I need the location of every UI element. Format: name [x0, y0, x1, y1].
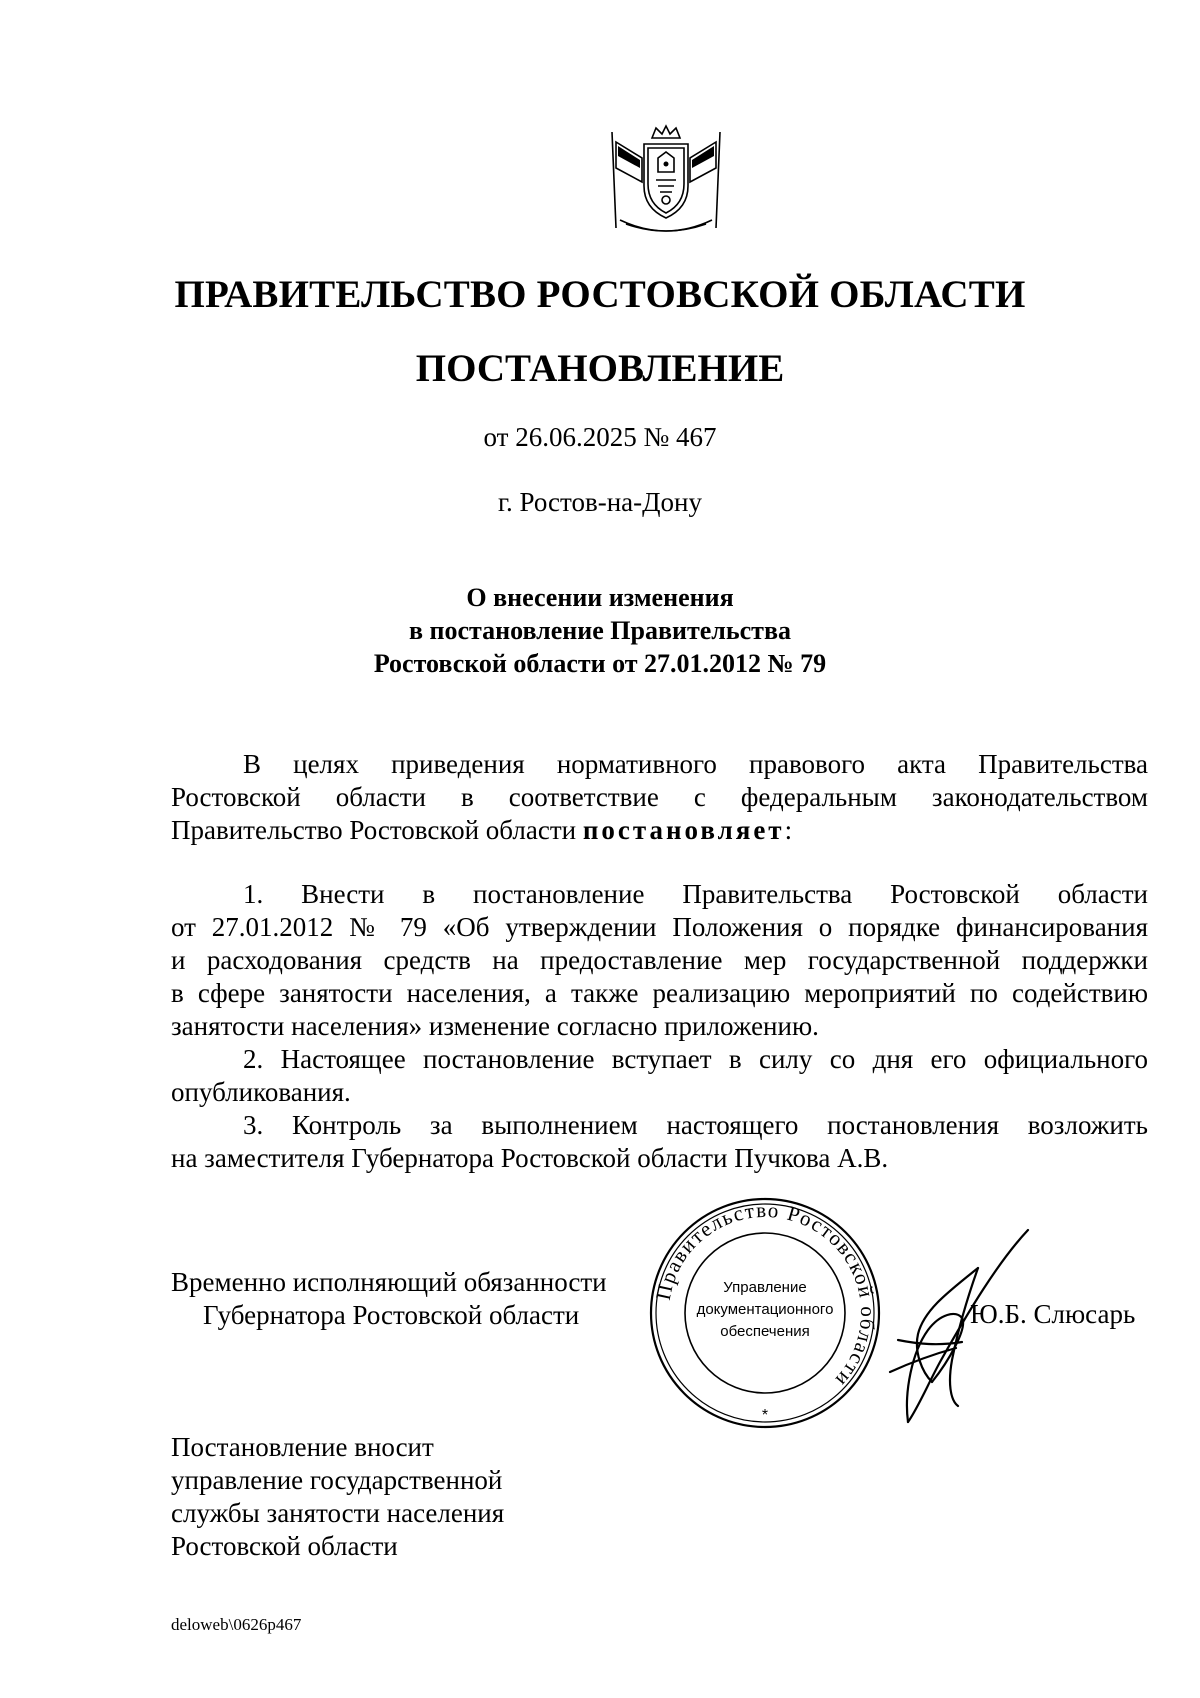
document-date-number: от 26.06.2025 № 467 [483, 422, 717, 452]
signatory-position [171, 1266, 607, 1332]
item-1-line: в сфере занятости населения, а также реализацию мероприятий по содействию [171, 978, 1148, 1008]
coat-of-arms-emblem [606, 124, 726, 240]
item-1-line: от 27.01.2012 № 79 «Об утверждении Положения о порядке финансирования [171, 912, 1148, 942]
item-3-line: на заместителя Губернатора Ростовской области Пучкова А.В. [171, 1143, 889, 1173]
item-2-line: 2. Настоящее постановление вступает в силу со дня его официального [243, 1044, 1148, 1074]
official-stamp [648, 1196, 882, 1430]
signatory-position-line: Временно исполняющий обязанности [171, 1267, 607, 1297]
decree-keyword: постановляет [582, 815, 785, 845]
document-subject [0, 581, 1200, 680]
stamp-outer-text: Правительство Ростовской области [650, 1197, 881, 1393]
submitting-body-note [171, 1431, 504, 1563]
registration-code: deloweb\0626p467 [171, 1615, 302, 1634]
signatory-position-line: Губернатора Ростовской области [203, 1300, 580, 1330]
document-type: ПОСТАНОВЛЕНИЕ [415, 347, 785, 390]
subject-line: в постановление Правительства [408, 616, 791, 645]
submitting-body-line: службы занятости населения [171, 1498, 505, 1528]
submitting-body-line: Постановление вносит [171, 1432, 434, 1462]
decree-items [171, 878, 1148, 1175]
item-1-line: и расходования средств на предоставление мер государственной поддержки [171, 945, 1148, 975]
preamble-paragraph [171, 748, 1148, 847]
preamble-colon: : [784, 815, 793, 845]
document-city: г. Ростов-на-Дону [497, 487, 702, 517]
submitting-body-line: управление государственной [171, 1465, 503, 1495]
stamp-inner-line: обеспечения [720, 1323, 810, 1340]
item-3-line: 3. Контроль за выполнением настоящего постановления возложить [243, 1110, 1148, 1140]
preamble-line [171, 814, 1148, 847]
signatory-name: Ю.Б. Слюсарь [970, 1299, 1136, 1329]
stamp-star: * [761, 1407, 769, 1424]
organization-title: ПРАВИТЕЛЬСТВО РОСТОВСКОЙ ОБЛАСТИ [174, 273, 1026, 316]
subject-line: О внесении изменения [466, 583, 734, 612]
stamp-inner-line: документационного [696, 1301, 834, 1318]
preamble-line: Ростовской области в соответствие с федеральным законодательством [171, 782, 1148, 812]
item-1-line: занятости населения» изменение согласно приложению. [171, 1011, 819, 1041]
item-1-line: 1. Внести в постановление Правительства Ростовской области [243, 879, 1148, 909]
preamble-text: Правительство Ростовской области [171, 815, 583, 845]
item-2-line: опубликования. [171, 1077, 351, 1107]
stamp-inner-line: Управление [723, 1279, 807, 1296]
preamble-line: В целях приведения нормативного правового акта Правительства [243, 749, 1148, 779]
subject-line: Ростовской области от 27.01.2012 № 79 [373, 649, 827, 678]
submitting-body-line: Ростовской области [171, 1531, 398, 1561]
